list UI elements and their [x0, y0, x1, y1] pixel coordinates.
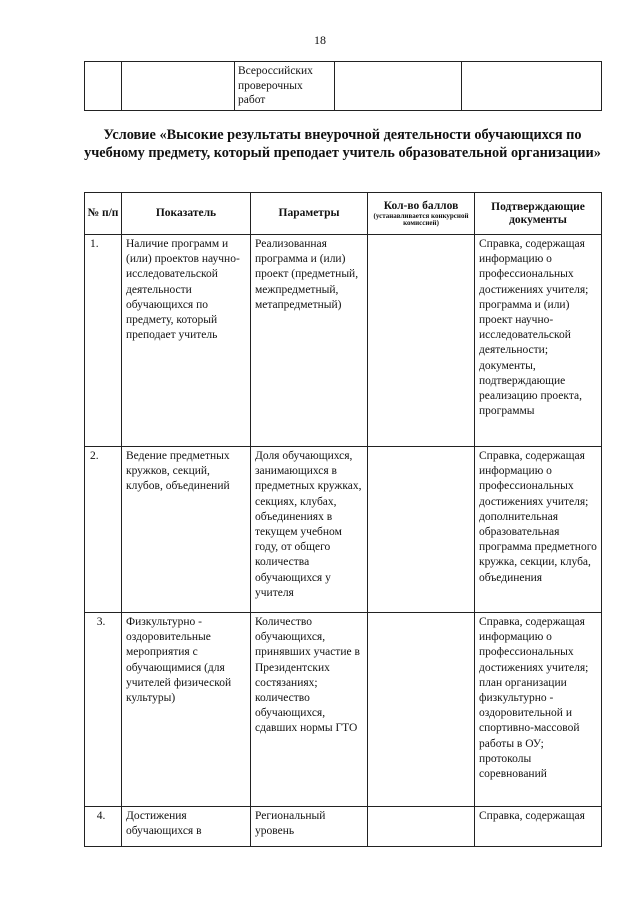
header-points — [368, 193, 475, 235]
row-params: Реализованная программа и (или) проект (предметный, межпредметный, метапредметный) — [251, 235, 368, 447]
row-points — [368, 613, 475, 807]
table-cell — [462, 62, 602, 111]
row-indicator: Ведение предметных кружков, секций, клубов, объединений — [122, 447, 251, 613]
table-row — [85, 235, 602, 447]
continued-table-row — [84, 61, 602, 111]
row-params: Региональный уровень — [251, 807, 368, 847]
row-params: Количество обучающихся, принявших участие в Президентских состязаниях; количество обучающихся, сдавших нормы ГТО — [251, 613, 368, 807]
header-points-label: Кол-во баллов — [383, 199, 459, 212]
table-cell — [335, 62, 462, 111]
row-docs: Справка, содержащая информацию о профессиональных достижениях учителя; план организации физкультурно - оздоровительной и спортивно-массовой работы в ОУ; протоколы соревнований — [475, 613, 602, 807]
table-cell — [122, 62, 235, 111]
table-row — [85, 613, 602, 807]
row-docs: Справка, содержащая информацию о профессиональных достижениях учителя; программа и (или) проект научно-исследовательской деятельности; документы, подтверждающие реализацию проекта, программы — [475, 235, 602, 447]
row-number: 2. — [85, 447, 122, 613]
header-num: № п/п — [85, 193, 122, 235]
row-number: 1. — [85, 235, 122, 447]
table-row — [85, 62, 602, 111]
row-points — [368, 235, 475, 447]
row-docs: Справка, содержащая — [475, 807, 602, 847]
row-params: Доля обучающихся, занимающихся в предметных кружках, секциях, клубах, объединениях в текущем учебном году, от общего количества обучающихся у учителя — [251, 447, 368, 613]
header-params: Параметры — [251, 193, 368, 235]
row-indicator: Наличие программ и (или) проектов научно-исследовательской деятельности обучающихся по предмету, который преподает учитель — [122, 235, 251, 447]
row-number: 3. — [85, 613, 122, 807]
header-points-note: (устанавливается конкурсной комиссией) — [373, 211, 469, 227]
table-cell — [85, 62, 122, 111]
row-docs: Справка, содержащая информацию о профессиональных достижениях учителя; дополнительная образовательная программа предметного кружка, секции, клуба, объединения — [475, 447, 602, 613]
table-header-row — [85, 193, 602, 235]
criteria-table — [84, 192, 602, 847]
row-points — [368, 447, 475, 613]
row-indicator: Достижения обучающихся в — [122, 807, 251, 847]
header-indicator: Показатель — [122, 193, 251, 235]
page-number: 18 — [314, 33, 326, 47]
header-docs: Подтверждающие документы — [475, 193, 602, 235]
table-cell: Всероссийских проверочных работ — [235, 62, 335, 111]
row-points — [368, 807, 475, 847]
table-row — [85, 447, 602, 613]
row-indicator: Физкультурно - оздоровительные мероприятия с обучающимися (для учителей физической культуры) — [122, 613, 251, 807]
section-heading: Условие «Высокие результаты внеурочной деятельности обучающихся по учебному предмету, который преподает учитель образовательной организации» — [84, 127, 601, 161]
row-number: 4. — [85, 807, 122, 847]
table-row — [85, 807, 602, 847]
